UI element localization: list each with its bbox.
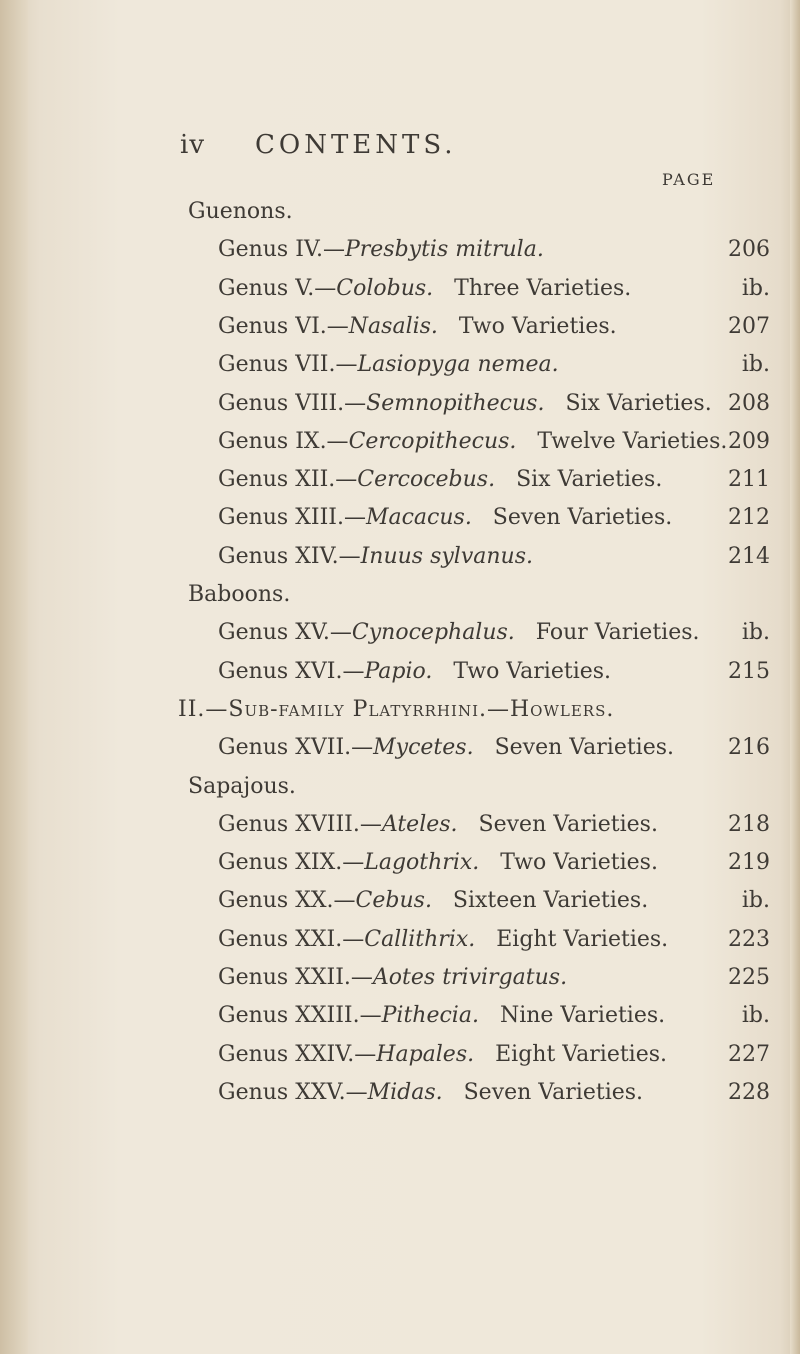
page-reference: ib. — [741, 1003, 770, 1029]
genus-number: Genus XIII.— — [218, 505, 366, 531]
page-reference: ib. — [741, 352, 770, 378]
varieties-note: Seven Varieties. — [478, 811, 658, 837]
toc-genus-entry — [0, 847, 800, 879]
varieties-note: Four Varieties. — [535, 620, 700, 646]
genus-name: Ateles. — [381, 811, 458, 837]
varieties-note: Three Varieties. — [454, 275, 632, 301]
page-column-label: PAGE — [662, 170, 716, 189]
running-title: CONTENTS. — [255, 130, 457, 160]
toc-genus-entry — [0, 273, 800, 305]
toc-section-heading — [0, 771, 800, 803]
genus-name: Cebus. — [355, 888, 432, 914]
entry-text — [218, 349, 559, 381]
varieties-note: Sixteen Varieties. — [452, 888, 649, 914]
genus-number: Genus XXII.— — [218, 965, 373, 990]
running-header — [0, 130, 800, 170]
toc-genus-entry — [0, 1000, 800, 1032]
genus-name: Cynocephalus. — [351, 620, 515, 646]
genus-number: Genus XXIV.— — [218, 1041, 377, 1067]
genus-number: Genus XX.— — [218, 888, 356, 914]
genus-number: Genus XVIII.— — [218, 811, 382, 837]
page-reference: 215 — [728, 658, 770, 684]
genus-name: Aotes trivirgatus. — [372, 965, 568, 990]
varieties-note: Eight Varieties. — [495, 1041, 668, 1067]
entry-text — [218, 541, 533, 573]
page-number: iv — [180, 130, 206, 160]
page-reference: 225 — [728, 965, 770, 990]
toc-genus-entry — [0, 885, 800, 917]
toc-section-heading — [0, 694, 800, 726]
genus-name: Semnopithecus. — [366, 390, 545, 416]
genus-number: Genus XII.— — [218, 467, 358, 493]
entry-text — [218, 656, 611, 688]
entry-text — [218, 502, 672, 534]
toc-genus-entry — [0, 541, 800, 573]
varieties-note: Six Varieties. — [516, 467, 663, 493]
entry-text — [218, 809, 658, 841]
genus-name: Lasiopyga nemea. — [357, 352, 559, 378]
page-reference: 223 — [728, 926, 770, 952]
genus-number: Genus XVII.— — [218, 735, 374, 761]
varieties-note: Two Varieties. — [453, 658, 612, 684]
page-reference: 216 — [728, 735, 770, 761]
toc-genus-entry — [0, 426, 800, 458]
toc-section-heading — [0, 196, 800, 228]
genus-name: Presbytis mitrula. — [344, 237, 544, 263]
page-reference: 206 — [728, 237, 770, 263]
entry-text — [218, 732, 674, 764]
varieties-note: Seven Varieties. — [492, 505, 673, 531]
page-reference: ib. — [741, 620, 770, 646]
entry-text — [218, 234, 544, 266]
toc-genus-entry — [0, 1039, 800, 1071]
genus-number: Genus XIV.— — [218, 543, 361, 569]
genus-number: Genus IX.— — [218, 428, 349, 454]
genus-name: Pithecia. — [381, 1003, 479, 1029]
genus-number: Genus V.— — [218, 275, 337, 301]
toc-genus-entry — [0, 617, 800, 649]
toc-genus-entry — [0, 656, 800, 688]
entry-text — [218, 962, 567, 994]
page-reference: 228 — [728, 1079, 770, 1105]
varieties-note: Seven Varieties. — [463, 1079, 644, 1105]
genus-name: Lagothrix. — [364, 850, 480, 876]
group-heading: Sapajous. — [188, 773, 296, 799]
toc-genus-entry — [0, 809, 800, 841]
toc-genus-entry — [0, 924, 800, 956]
genus-name: Papio. — [364, 658, 433, 684]
varieties-note: Two Varieties. — [500, 850, 658, 876]
toc-genus-entry — [0, 732, 800, 764]
group-heading: Baboons. — [188, 582, 291, 607]
genus-number: Genus XXV.— — [218, 1079, 368, 1105]
entry-text — [218, 273, 631, 305]
subfamily-heading: II.—Sub-family Platyrrhini.—Howlers. — [178, 696, 615, 722]
genus-name: Inuus sylvanus. — [360, 543, 534, 569]
toc-genus-entry — [0, 349, 800, 381]
genus-name: Colobus. — [336, 275, 434, 301]
genus-number: Genus XIX.— — [218, 850, 365, 876]
page-reference: 219 — [728, 850, 770, 876]
genus-name: Cercopithecus. — [348, 428, 517, 454]
genus-number: Genus VII.— — [218, 352, 358, 378]
toc-genus-entry — [0, 464, 800, 496]
toc-section-heading — [0, 579, 800, 611]
toc-genus-entry — [0, 1077, 800, 1109]
entry-text — [218, 464, 662, 496]
entry-text — [218, 311, 617, 343]
page-reference: 218 — [728, 811, 770, 837]
genus-name: Cercocebus. — [357, 467, 496, 493]
varieties-note: Twelve Varieties. — [537, 428, 728, 454]
genus-name: Mycetes. — [373, 735, 474, 761]
entry-text — [218, 1000, 665, 1032]
page-reference: 211 — [728, 467, 770, 493]
entry-text — [218, 426, 727, 458]
entry-text — [218, 617, 700, 649]
page-reference: ib. — [741, 888, 770, 914]
entry-text — [218, 1039, 667, 1071]
genus-number: Genus IV.— — [218, 237, 345, 263]
genus-name: Hapales. — [376, 1041, 475, 1067]
entry-text — [218, 388, 712, 420]
toc-genus-entry — [0, 388, 800, 420]
varieties-note: Eight Varieties. — [496, 926, 669, 952]
varieties-note: Seven Varieties. — [494, 735, 675, 761]
page-reference: 209 — [728, 428, 770, 454]
entry-text — [218, 924, 668, 956]
genus-number: Genus XXI.— — [218, 926, 365, 952]
entry-text — [218, 885, 648, 917]
genus-number: Genus XVI.— — [218, 658, 365, 684]
toc-genus-entry — [0, 962, 800, 994]
page-reference: 212 — [728, 505, 770, 531]
genus-number: Genus XXIII.— — [218, 1003, 382, 1029]
page-reference: 214 — [728, 543, 770, 569]
entry-text — [218, 1077, 643, 1109]
genus-number: Genus VI.— — [218, 313, 349, 339]
toc-genus-entry — [0, 502, 800, 534]
page-reference: 227 — [728, 1041, 770, 1067]
varieties-note: Six Varieties. — [565, 390, 712, 416]
genus-number: Genus VIII.— — [218, 390, 367, 416]
page-reference: ib. — [741, 275, 770, 301]
varieties-note: Nine Varieties. — [499, 1003, 666, 1029]
toc-genus-entry — [0, 234, 800, 266]
toc-genus-entry — [0, 311, 800, 343]
entry-text — [218, 847, 658, 879]
group-heading: Guenons. — [188, 199, 293, 224]
varieties-note: Two Varieties. — [458, 313, 617, 339]
page-reference: 207 — [728, 313, 770, 339]
genus-name: Callithrix. — [364, 926, 476, 952]
page-reference: 208 — [728, 390, 770, 416]
genus-number: Genus XV.— — [218, 620, 352, 646]
genus-name: Nasalis. — [348, 313, 438, 339]
genus-name: Macacus. — [365, 505, 472, 531]
genus-name: Midas. — [367, 1079, 443, 1105]
